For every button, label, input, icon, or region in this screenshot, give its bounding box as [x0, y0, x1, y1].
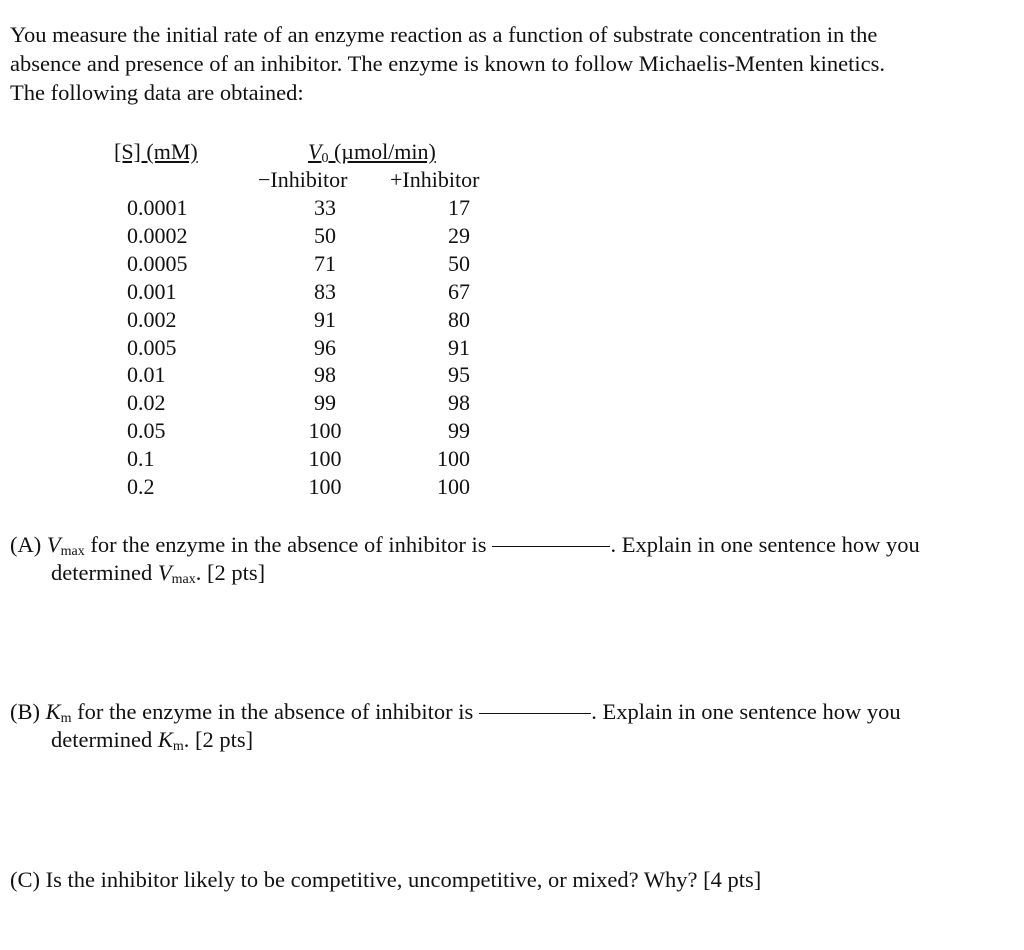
velocity-header: [308, 139, 436, 167]
rate-with-inhibitor-cell: 100: [437, 474, 470, 499]
substrate-cell: 0.1: [127, 446, 155, 471]
question-b-points: . [2 pts]: [183, 727, 254, 752]
question-a-explain: . Explain in one sentence how you: [610, 532, 920, 557]
substrate-cell: 0.0005: [127, 251, 188, 276]
intro-line-3: The following data are obtained:: [10, 80, 304, 105]
substrate-cell: 0.02: [127, 390, 166, 415]
question-b-explain: . Explain in one sentence how you: [591, 699, 901, 724]
question-c: (C) Is the inhibitor likely to be competitive, uncompetitive, or mixed? Why? [4 pts]: [10, 867, 762, 892]
question-b-label: (B): [10, 699, 46, 724]
rate-with-inhibitor-cell: 99: [448, 418, 470, 443]
km-symbol: K: [45, 699, 61, 724]
rate-no-inhibitor-cell: 96: [314, 335, 336, 360]
substrate-cell: 0.05: [127, 418, 166, 443]
rate-with-inhibitor-cell: 67: [448, 279, 470, 304]
substrate-cell: 0.001: [127, 279, 177, 304]
question-a-label: (A): [10, 532, 47, 557]
intro-line-1: You measure the initial rate of an enzyme reaction as a function of substrate concentration in the: [10, 22, 878, 47]
km-symbol-2: K: [157, 727, 173, 752]
rate-no-inhibitor-cell: 100: [308, 474, 342, 499]
substrate-cell: 0.005: [127, 335, 177, 360]
intro-line-2: absence and presence of an inhibitor. The enzyme is known to follow Michaelis-Menten kinetics.: [10, 51, 885, 76]
rate-with-inhibitor-cell: 98: [448, 390, 470, 415]
answer-blank-b[interactable]: [479, 713, 591, 714]
velocity-units: (µmol/min): [328, 139, 436, 164]
substrate-cell: 0.0001: [127, 195, 188, 220]
rate-no-inhibitor-cell: 83: [314, 279, 336, 304]
vmax-subscript: max: [60, 544, 85, 559]
rate-no-inhibitor-cell: 50: [314, 223, 336, 248]
question-b-text: for the enzyme in the absence of inhibitor is: [71, 699, 474, 724]
minus-inhibitor-header: −Inhibitor: [258, 167, 348, 192]
rate-with-inhibitor-cell: 91: [448, 335, 470, 360]
rate-with-inhibitor-cell: 80: [448, 307, 470, 332]
vmax-symbol-2: V: [157, 560, 172, 585]
rate-no-inhibitor-cell: 98: [314, 362, 336, 387]
rate-no-inhibitor-cell: 71: [314, 251, 336, 276]
rate-no-inhibitor-cell: 33: [314, 195, 336, 220]
velocity-symbol: V: [308, 139, 322, 164]
substrate-cell: 0.01: [127, 362, 166, 387]
rate-no-inhibitor-cell: 99: [314, 390, 336, 415]
km-subscript-2: m: [172, 739, 184, 754]
rate-with-inhibitor-cell: 17: [448, 195, 470, 220]
velocity-subscript: 0: [321, 151, 329, 166]
substrate-cell: 0.2: [127, 474, 155, 499]
rate-with-inhibitor-cell: 29: [448, 223, 470, 248]
km-subscript: m: [60, 711, 72, 726]
substrate-header: [S] (mM): [114, 139, 198, 164]
rate-with-inhibitor-cell: 100: [437, 446, 470, 471]
plus-inhibitor-header: +Inhibitor: [390, 167, 480, 192]
rate-with-inhibitor-cell: 50: [448, 251, 470, 276]
substrate-cell: 0.002: [127, 307, 177, 332]
question-b-line-2: [51, 726, 253, 761]
substrate-cell: 0.0002: [127, 223, 188, 248]
rate-with-inhibitor-cell: 95: [448, 362, 470, 387]
rate-no-inhibitor-cell: 100: [308, 418, 342, 443]
answer-blank-a[interactable]: [492, 546, 610, 547]
question-a-text: for the enzyme in the absence of inhibitor is: [84, 532, 487, 557]
question-b-line-2-prefix: determined: [51, 727, 158, 752]
question-a-line-2-prefix: determined: [51, 560, 158, 585]
vmax-symbol: V: [46, 532, 61, 557]
rate-no-inhibitor-cell: 91: [314, 307, 336, 332]
vmax-subscript-2: max: [171, 572, 196, 587]
rate-no-inhibitor-cell: 100: [308, 446, 342, 471]
question-a-line-2: [51, 559, 265, 594]
question-a-points: . [2 pts]: [195, 560, 266, 585]
